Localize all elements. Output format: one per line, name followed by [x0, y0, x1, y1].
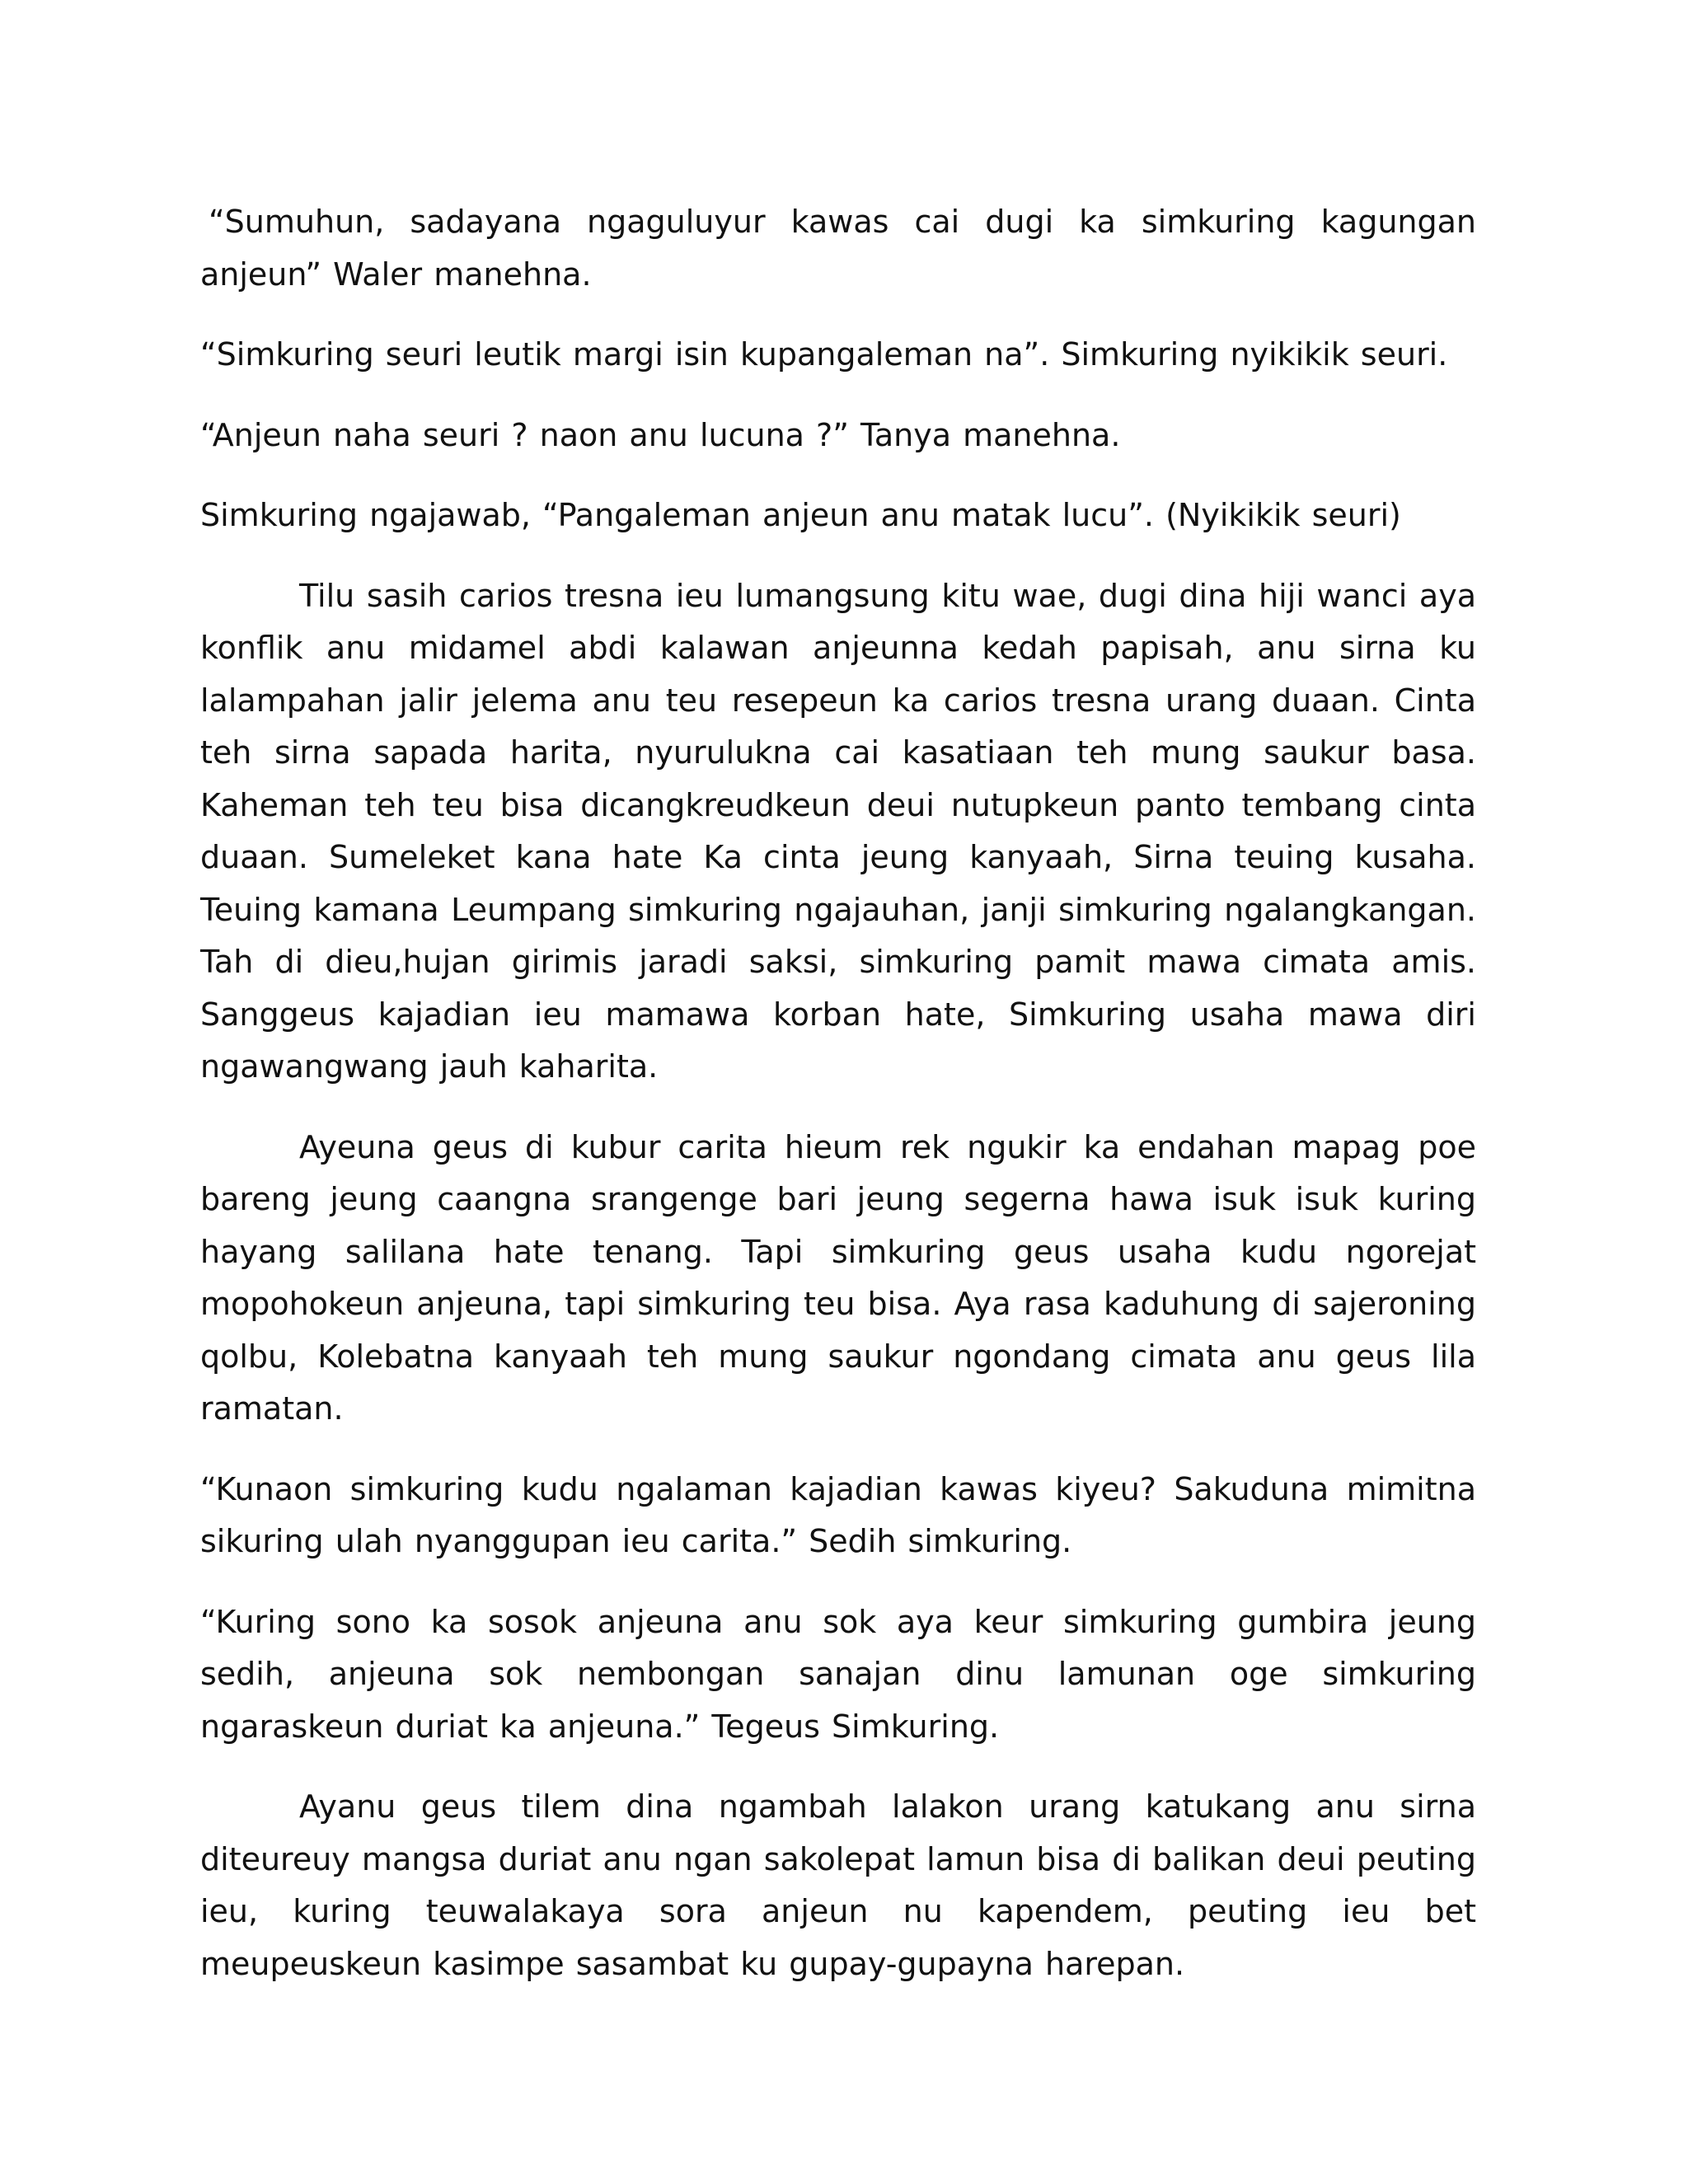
paragraph-narrative-2: Ayeuna geus di kubur carita hieum rek ngukir ka endahan mapag poe bareng jeung caangna srangenge bari jeung segerna hawa isuk isuk kuring hayang salilana hate tenang. Tapi simkuring geus usaha kudu ngorejat mopohokeun anjeuna, tapi simkuring teu bisa. Aya rasa kaduhung di sajeroning qolbu, Kolebatna kanyaah teh mung saukur ngondang cimata anu geus lila ramatan. — [200, 1128, 1476, 1427]
paragraph-dialogue-5: “Kunaon simkuring kudu ngalaman kajadian kawas kiyeu? Sakuduna mimitna sikuring ulah nyanggupan ieu carita.” Sedih simkuring. — [200, 1470, 1476, 1559]
paragraph-dialogue-2: “Simkuring seuri leutik margi isin kupangaleman na”. Simkuring nyikikik seuri. — [200, 336, 1448, 373]
paragraph-dialogue-1: “Sumuhun, sadayana ngaguluyur kawas cai dugi ka simkuring kagungan anjeun” Waler manehna. — [200, 204, 1476, 293]
paragraph-narrative-1: Tilu sasih carios tresna ieu lumangsung kitu wae, dugi dina hiji wanci aya konflik anu midamel abdi kalawan anjeunna kedah papisah, anu sirna ku lalampahan jalir jelema anu teu resepeun ka carios tresna urang duaan. Cinta teh sirna sapada harita, nyurulukna cai kasatiaan teh mung saukur basa. Kaheman teh teu bisa dicangkreudkeun deui nutupkeun panto tembang cinta duaan. Sumeleket kana hate Ka cinta jeung kanyaah, Sirna teuing kusaha. Teuing kamana Leumpang simkuring ngajauhan, janji simkuring ngalangkangan. Tah di dieu,hujan girimis jaradi saksi, simkuring pamit mawa cimata amis. Sanggeus kajadian ieu mamawa korban hate, Simkuring usaha mawa diri ngawangwang jauh kaharita. — [200, 577, 1476, 1085]
document-body — [200, 196, 1476, 2018]
paragraph-dialogue-3: “Anjeun naha seuri ? naon anu lucuna ?” Tanya manehna. — [200, 416, 1121, 453]
paragraph-dialogue-4: Simkuring ngajawab, “Pangaleman anjeun anu matak lucu”. (Nyikikik seuri) — [200, 497, 1401, 533]
paragraph-dialogue-6: “Kuring sono ka sosok anjeuna anu sok aya keur simkuring gumbira jeung sedih, anjeuna sok nembongan sanajan dinu lamunan oge simkuring ngaraskeun duriat ka anjeuna.” Tegeus Simkuring. — [200, 1603, 1476, 1745]
paragraph-narrative-3: Ayanu geus tilem dina ngambah lalakon urang katukang anu sirna diteureuy mangsa duriat anu ngan sakolepat lamun bisa di balikan deui peuting ieu, kuring teuwalakaya sora anjeun nu kapendem, peuting ieu bet meupeuskeun kasimpe sasambat ku gupay-gupayna harepan. — [200, 1788, 1476, 1982]
